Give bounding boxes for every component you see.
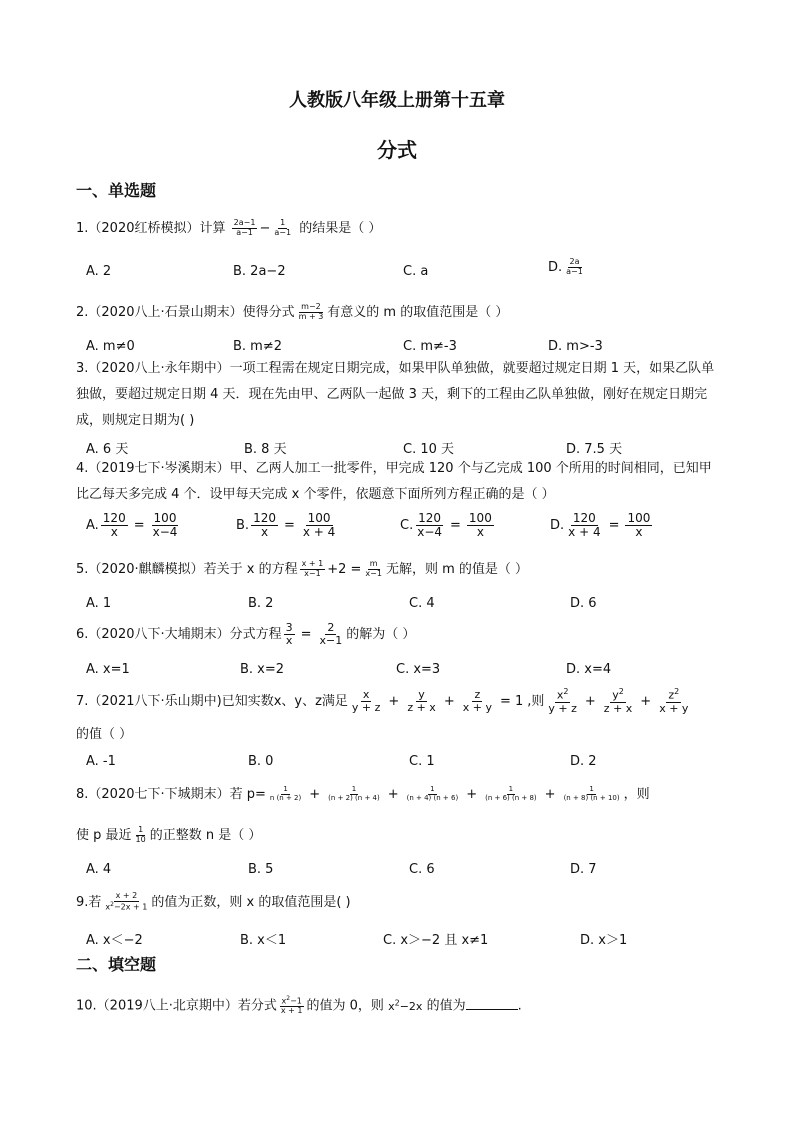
option-d[interactable]: D. 6 (570, 596, 597, 611)
option-c[interactable]: C. x＞−2 且 x≠1 (383, 933, 489, 948)
fraction: $\frac{m-2}{m + 3}$ (298, 302, 324, 321)
section-heading-single-choice: 一、单选题 (76, 181, 157, 200)
option-a[interactable]: A. 2 (86, 264, 112, 279)
question-3: 3.（2020八上·永年期中）一项工程需在规定日期完成，如果甲队单独做，就要超过规定日期 1 天，如果乙队单独做，要超过规定日期 4 天．现在先由甲、乙两队一起做 3 天，剩下的工程由乙队单独做，刚好在规定日期完成，则规定日期为( ) (76, 361, 715, 428)
question-7: 7.（2021八下·乐山期中)已知实数x、y、z满足 $\frac{x}{y + z}$ + $\frac{y}{z + x}$ + $\frac{z}{x + y}$ = 1 ,则 $\frac{x^2}{y + z}$ + $\frac{y^2}{z + x}$ + $\frac{z^2}{x + y}$ (76, 687, 689, 715)
page-subtitle: 分式 (377, 138, 417, 162)
question-9: 9.若 $\frac{x + 2}{x^2-2x + 1}$ 的值为正数，则 x 的取值范围是( ) (76, 891, 351, 912)
option-a[interactable]: A. x＜−2 (86, 933, 143, 948)
option-c[interactable]: C. 1 (409, 754, 435, 769)
option-d[interactable]: D. 7.5 天 (566, 442, 623, 457)
question-8-continued: 使 p 最近 $\frac{1}{10}$ 的正整数 n 是（ ） (76, 825, 262, 844)
option-a[interactable]: A. x=1 (86, 662, 130, 677)
question-8: 8.（2020七下·下城期末）若 p= $\frac{1}{n (n + 2)}$ + $\frac{1}{(n + 2) (n + 4)}$ + $\frac{1}{(n + 4) (n + 6)}$ + $\frac{1}{(n + 6) (n + 8)}$ + $\frac{1}{(n + 8) (n + 10)}$ ，则 (76, 785, 650, 802)
option-a[interactable]: A. 6 天 (86, 442, 129, 457)
option-d[interactable]: D. m>-3 (548, 339, 603, 354)
option-c[interactable]: C. 6 (409, 862, 435, 877)
question-1-stem: 1.（2020红桥模拟）计算 (76, 221, 226, 236)
option-c[interactable]: C. 4 (409, 596, 435, 611)
option-d[interactable]: D. $\frac{2a}{a-1}$ (548, 257, 583, 276)
option-a[interactable]: A. m≠0 (86, 339, 135, 354)
fraction: $\frac{1}{a-1}$ (274, 218, 292, 237)
question-7-continued: 的值（ ） (76, 727, 133, 742)
answer-blank[interactable] (466, 995, 518, 1010)
option-b[interactable]: B. $\frac{120}{x}$ = $\frac{100}{x + 4}$ (236, 511, 336, 540)
question-6: 6.（2020八下·大埔期末）分式方程 $\frac{3}{x}$ = $\frac{2}{x-1}$ 的解为（ ） (76, 621, 416, 648)
option-d[interactable]: D. x=4 (566, 662, 612, 677)
question-2: 2.（2020八上·石景山期末）使得分式 $\frac{m-2}{m + 3}$ 有意义的 m 的取值范围是（ ） (76, 302, 509, 321)
option-b[interactable]: B. x=2 (240, 662, 285, 677)
option-d[interactable]: D. $\frac{120}{x + 4}$ = $\frac{100}{x}$ (550, 511, 651, 540)
option-d[interactable]: D. 7 (570, 862, 597, 877)
fraction: $\frac{2a-1}{a-1}$ (233, 218, 256, 237)
option-c[interactable]: C. m≠-3 (403, 339, 457, 354)
option-a[interactable]: A. 1 (86, 596, 112, 611)
option-b[interactable]: B. 2a−2 (233, 264, 286, 279)
option-d[interactable]: D. 2 (570, 754, 597, 769)
option-b[interactable]: B. m≠2 (233, 339, 283, 354)
option-a[interactable]: A. 4 (86, 862, 112, 877)
question-4: 4.（2019七下·岑溪期末）甲、乙两人加工一批零件，甲完成 120 个与乙完成 100 个所用的时间相同，已知甲比乙每天多完成 4 个．设甲每天完成 x 个零件，依题意下面所列方程正确的是（ ） (76, 461, 712, 502)
option-a[interactable]: A. -1 (86, 754, 116, 769)
option-c[interactable]: C. $\frac{120}{x-4}$ = $\frac{100}{x}$ (400, 511, 492, 540)
option-a[interactable]: A. $\frac{120}{x}$ = $\frac{100}{x-4}$ (86, 511, 178, 540)
question-1: 1.（2020红桥模拟）计算 $\frac{2a-1}{a-1}$ − $\frac{1}{a-1}$ 的结果是（ ） (76, 218, 382, 237)
option-c[interactable]: C. x=3 (396, 662, 441, 677)
option-b[interactable]: B. 2 (248, 596, 274, 611)
section-heading-fill-blank: 二、填空题 (76, 955, 157, 974)
option-b[interactable]: B. x＜1 (240, 933, 287, 948)
page-title: 人教版八年级上册第十五章 (289, 90, 505, 111)
fraction: $\frac{2a}{a-1}$ (566, 257, 583, 276)
question-5: 5.（2020·麒麟模拟）若关于 x 的方程 $\frac{x + 1}{x-1}$ +2 = $\frac{m}{x-1}$ 无解，则 m 的值是（ ） (76, 559, 528, 578)
option-b[interactable]: B. 5 (248, 862, 274, 877)
question-10: 10.（2019八上·北京期中）若分式 $\frac{x^2-1}{x + 1}$ 的值为 0，则 $x^2-2x$ 的值为 . (76, 995, 522, 1016)
option-b[interactable]: B. 0 (248, 754, 274, 769)
option-d[interactable]: D. x＞1 (580, 933, 628, 948)
option-c[interactable]: C. a (403, 264, 429, 279)
option-c[interactable]: C. 10 天 (403, 442, 455, 457)
option-b[interactable]: B. 8 天 (244, 442, 287, 457)
